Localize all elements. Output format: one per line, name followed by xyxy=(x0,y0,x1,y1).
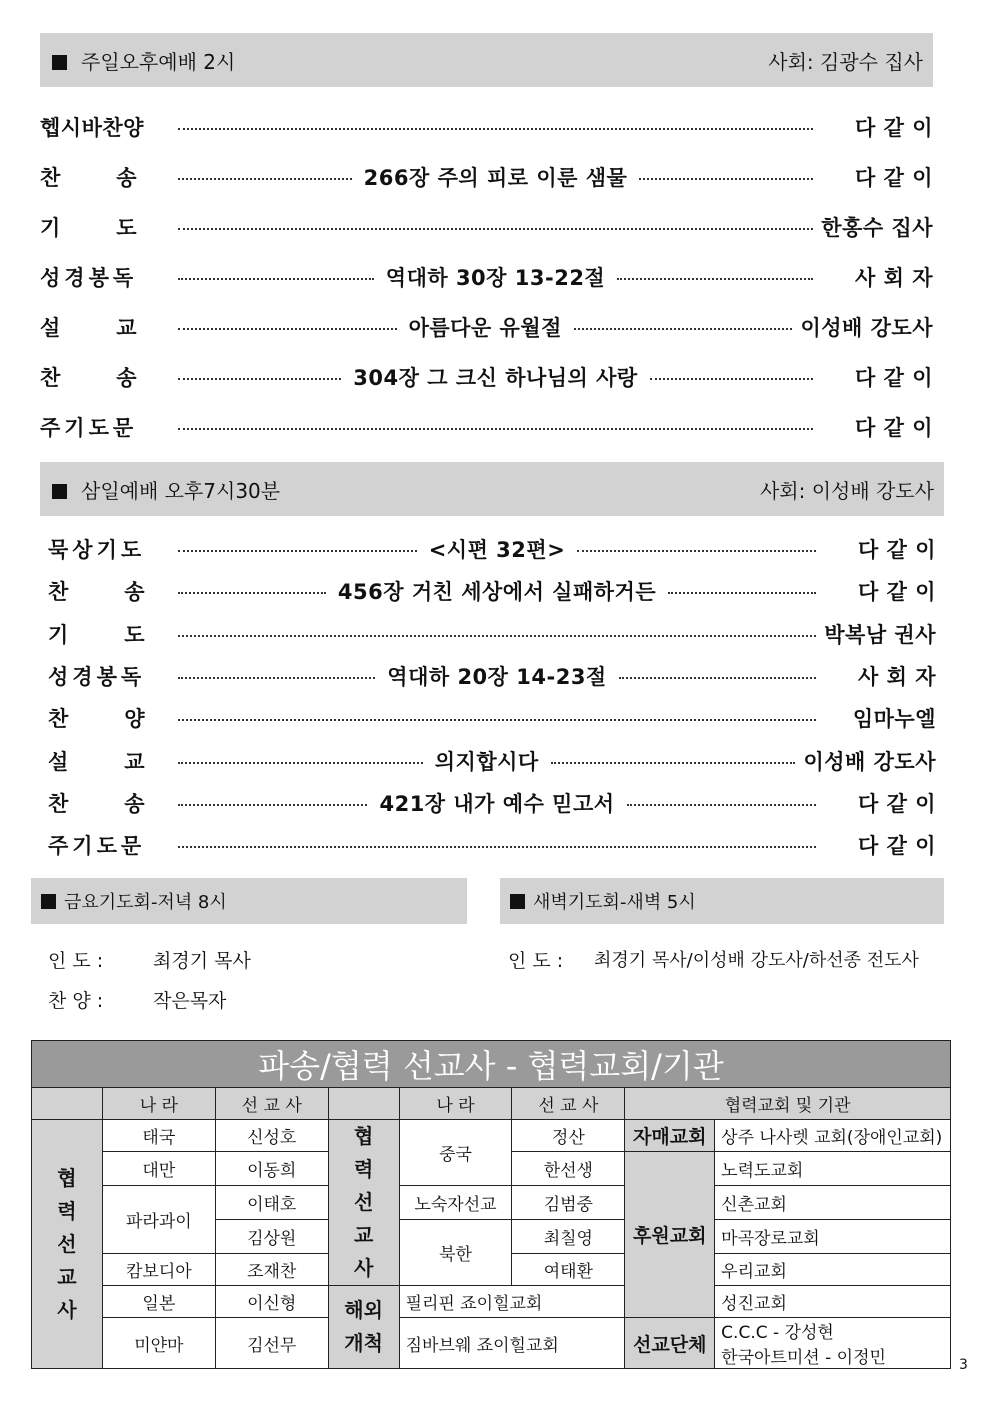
order-person: 다 같 이 xyxy=(858,834,936,859)
missionary-cell: 한선생 xyxy=(512,1152,625,1186)
friday-praise-label: 찬 양 : xyxy=(48,990,104,1012)
order-row xyxy=(48,532,936,566)
leader-dots xyxy=(178,846,816,848)
country-cell: 노숙자선교 xyxy=(399,1186,512,1220)
country-cell: 파라과이 xyxy=(102,1186,215,1254)
leader-dots xyxy=(574,328,793,330)
country-cell: 일본 xyxy=(102,1286,215,1318)
order-label: 주기도문 xyxy=(40,416,138,440)
leader-dots xyxy=(178,178,352,180)
order-label: 기 도 xyxy=(40,216,137,240)
order-label: 성경봉독 xyxy=(48,664,146,689)
leader-dots xyxy=(178,228,813,230)
order-person: 다 같 이 xyxy=(858,580,937,605)
order-item: 421장 내가 예수 믿고서 xyxy=(379,791,615,816)
order-label: 찬 송 xyxy=(48,580,145,605)
dawn-lead-label: 인 도 : xyxy=(508,950,564,972)
square-bullet-icon xyxy=(510,894,525,909)
missionary-cell: 김상원 xyxy=(215,1220,328,1254)
order-row xyxy=(40,410,933,444)
square-bullet-icon xyxy=(41,894,56,909)
order-label: 찬 송 xyxy=(40,166,137,190)
missionary-cell: 신성호 xyxy=(215,1120,328,1152)
order-label: 묵상기도 xyxy=(48,538,146,562)
country-cell: 중국 xyxy=(399,1120,512,1186)
order-row xyxy=(48,828,936,862)
org-item: 한국아트미션 - 이정민 xyxy=(721,1348,886,1368)
order-row xyxy=(40,160,933,194)
order-person: 다 같 이 xyxy=(858,538,936,562)
missions-title: 파송/협력 선교사 - 협력교회/기관 xyxy=(32,1041,951,1088)
order-row xyxy=(48,786,936,820)
friday-lead-label: 인 도 : xyxy=(48,950,104,972)
order-row xyxy=(48,701,936,735)
leader-dots xyxy=(178,278,374,280)
group-partner-missionaries: 협 력 선 교 사 xyxy=(32,1120,103,1369)
order-row xyxy=(48,574,936,608)
missionary-cell: 조재찬 xyxy=(215,1254,328,1286)
friday-title: 금요기도회-저녁 8시 xyxy=(64,892,227,913)
order-row xyxy=(40,210,933,244)
friday-praise-value: 작은목자 xyxy=(153,990,227,1012)
dawn-header xyxy=(500,878,944,924)
order-label: 찬 송 xyxy=(40,366,137,390)
leader-dots xyxy=(668,592,816,594)
col-partner: 협력교회 및 기관 xyxy=(625,1088,951,1120)
order-label: 찬 양 xyxy=(48,707,145,732)
order-label: 설 교 xyxy=(40,316,137,340)
order-person: 다 같 이 xyxy=(855,416,933,440)
missionary-cell: 김선무 xyxy=(215,1318,328,1369)
order-item: 아름다운 유월절 xyxy=(408,316,562,340)
order-row xyxy=(48,659,936,693)
leader-dots xyxy=(650,378,813,380)
sister-label: 자매교회 xyxy=(625,1120,715,1152)
leader-dots xyxy=(178,328,397,330)
order-label: 헵시바찬양 xyxy=(40,116,144,140)
country-cell: 태국 xyxy=(102,1120,215,1152)
sister-church: 상주 나사렛 교회(장애인교회) xyxy=(715,1120,951,1152)
group-partner-missionaries-2: 협 력 선 교 사 xyxy=(328,1120,399,1286)
leader-dots xyxy=(619,677,816,679)
leader-dots xyxy=(178,719,816,721)
leader-dots xyxy=(178,128,813,130)
order-label: 기 도 xyxy=(48,622,145,647)
order-person: 이성배 강도사 xyxy=(800,316,933,340)
order-item: 266장 주의 피로 이룬 샘물 xyxy=(363,166,628,190)
support-church: 마곡장로교회 xyxy=(715,1220,951,1254)
missionary-cell: 이태호 xyxy=(215,1186,328,1220)
order-person: 임마누엘 xyxy=(852,707,936,732)
missionary-cell: 이동희 xyxy=(215,1152,328,1186)
missionary-cell: 이신형 xyxy=(215,1286,328,1318)
country-cell: 북한 xyxy=(399,1220,512,1286)
missionary-cell: 최칠영 xyxy=(512,1220,625,1254)
order-label: 설 교 xyxy=(48,749,145,774)
order-person: 이성배 강도사 xyxy=(803,749,936,774)
wednesday-leader: 사회: 이성배 강도사 xyxy=(759,478,934,503)
sunday-header xyxy=(40,33,933,87)
support-church: 우리교회 xyxy=(715,1254,951,1286)
order-row xyxy=(48,744,936,778)
order-item: 304장 그 크신 하나님의 사랑 xyxy=(353,366,638,390)
col-missionary: 선 교 사 xyxy=(215,1088,328,1120)
leader-dots xyxy=(178,677,375,679)
square-bullet-icon xyxy=(52,484,67,499)
col-missionary-2: 선 교 사 xyxy=(512,1088,625,1120)
dawn-title: 새벽기도회-새벽 5시 xyxy=(533,892,696,913)
friday-header xyxy=(31,878,467,924)
leader-dots xyxy=(627,804,816,806)
friday-lead-value: 최경기 목사 xyxy=(153,950,251,972)
col-country-2: 나 라 xyxy=(399,1088,512,1120)
pioneer-church: 짐바브웨 죠이힐교회 xyxy=(399,1318,625,1369)
order-person: 사 회 자 xyxy=(855,266,934,290)
wednesday-title: 삼일예배 오후7시30분 xyxy=(81,478,281,503)
order-person: 다 같 이 xyxy=(855,166,933,190)
missionary-cell: 정산 xyxy=(512,1120,625,1152)
order-row xyxy=(48,617,936,651)
support-church: 신촌교회 xyxy=(715,1186,951,1220)
order-row xyxy=(40,260,933,294)
order-person: 다 같 이 xyxy=(855,366,934,390)
order-item: 역대하 20장 14-23절 xyxy=(387,664,607,689)
wednesday-header xyxy=(40,462,944,516)
leader-dots xyxy=(178,378,341,380)
order-person: 다 같 이 xyxy=(858,791,936,816)
order-label: 찬 송 xyxy=(48,791,145,816)
missionary-cell: 김범중 xyxy=(512,1186,625,1220)
pioneer-church: 필리핀 죠이힐교회 xyxy=(399,1286,625,1318)
leader-dots xyxy=(617,278,813,280)
support-church: 성진교회 xyxy=(715,1286,951,1318)
order-person: 한홍수 집사 xyxy=(821,216,933,240)
org-item: C.C.C - 강성현 xyxy=(721,1323,834,1343)
leader-dots xyxy=(178,762,423,764)
dawn-lead-value: 최경기 목사/이성배 강도사/하선종 전도사 xyxy=(594,950,919,971)
group-overseas-pioneer: 해외 개척 xyxy=(328,1286,399,1369)
col-country: 나 라 xyxy=(102,1088,215,1120)
support-church: 노력도교회 xyxy=(715,1152,951,1186)
leader-dots xyxy=(178,804,367,806)
order-item: <시편 32편> xyxy=(428,538,566,562)
org-label: 선교단체 xyxy=(625,1318,715,1369)
order-item: 의지합시다 xyxy=(434,749,539,774)
leader-dots xyxy=(639,178,813,180)
missionary-cell: 여태환 xyxy=(512,1254,625,1286)
order-label: 성경봉독 xyxy=(40,266,138,290)
order-item: 역대하 30장 13-22절 xyxy=(385,266,606,290)
order-person: 사 회 자 xyxy=(858,664,937,689)
country-cell: 대만 xyxy=(102,1152,215,1186)
order-row xyxy=(40,310,933,344)
sunday-title: 주일오후예배 2시 xyxy=(81,49,236,74)
square-bullet-icon xyxy=(52,55,67,70)
order-label: 주기도문 xyxy=(48,834,146,859)
page-number: 3 xyxy=(959,1357,968,1373)
leader-dots xyxy=(577,550,816,552)
country-cell: 미얀마 xyxy=(102,1318,215,1369)
order-row xyxy=(40,360,933,394)
leader-dots xyxy=(178,635,816,637)
leader-dots xyxy=(178,592,326,594)
sunday-leader: 사회: 김광수 집사 xyxy=(768,49,923,74)
order-row xyxy=(40,110,933,144)
order-person: 박복남 권사 xyxy=(824,622,936,647)
order-person: 다 같 이 xyxy=(855,116,933,140)
order-item: 456장 거친 세상에서 실패하거든 xyxy=(337,580,657,605)
country-cell: 캄보디아 xyxy=(102,1254,215,1286)
leader-dots xyxy=(551,762,796,764)
support-label: 후원교회 xyxy=(625,1152,715,1318)
leader-dots xyxy=(178,550,417,552)
missions-table xyxy=(31,1040,951,1369)
leader-dots xyxy=(178,428,813,430)
